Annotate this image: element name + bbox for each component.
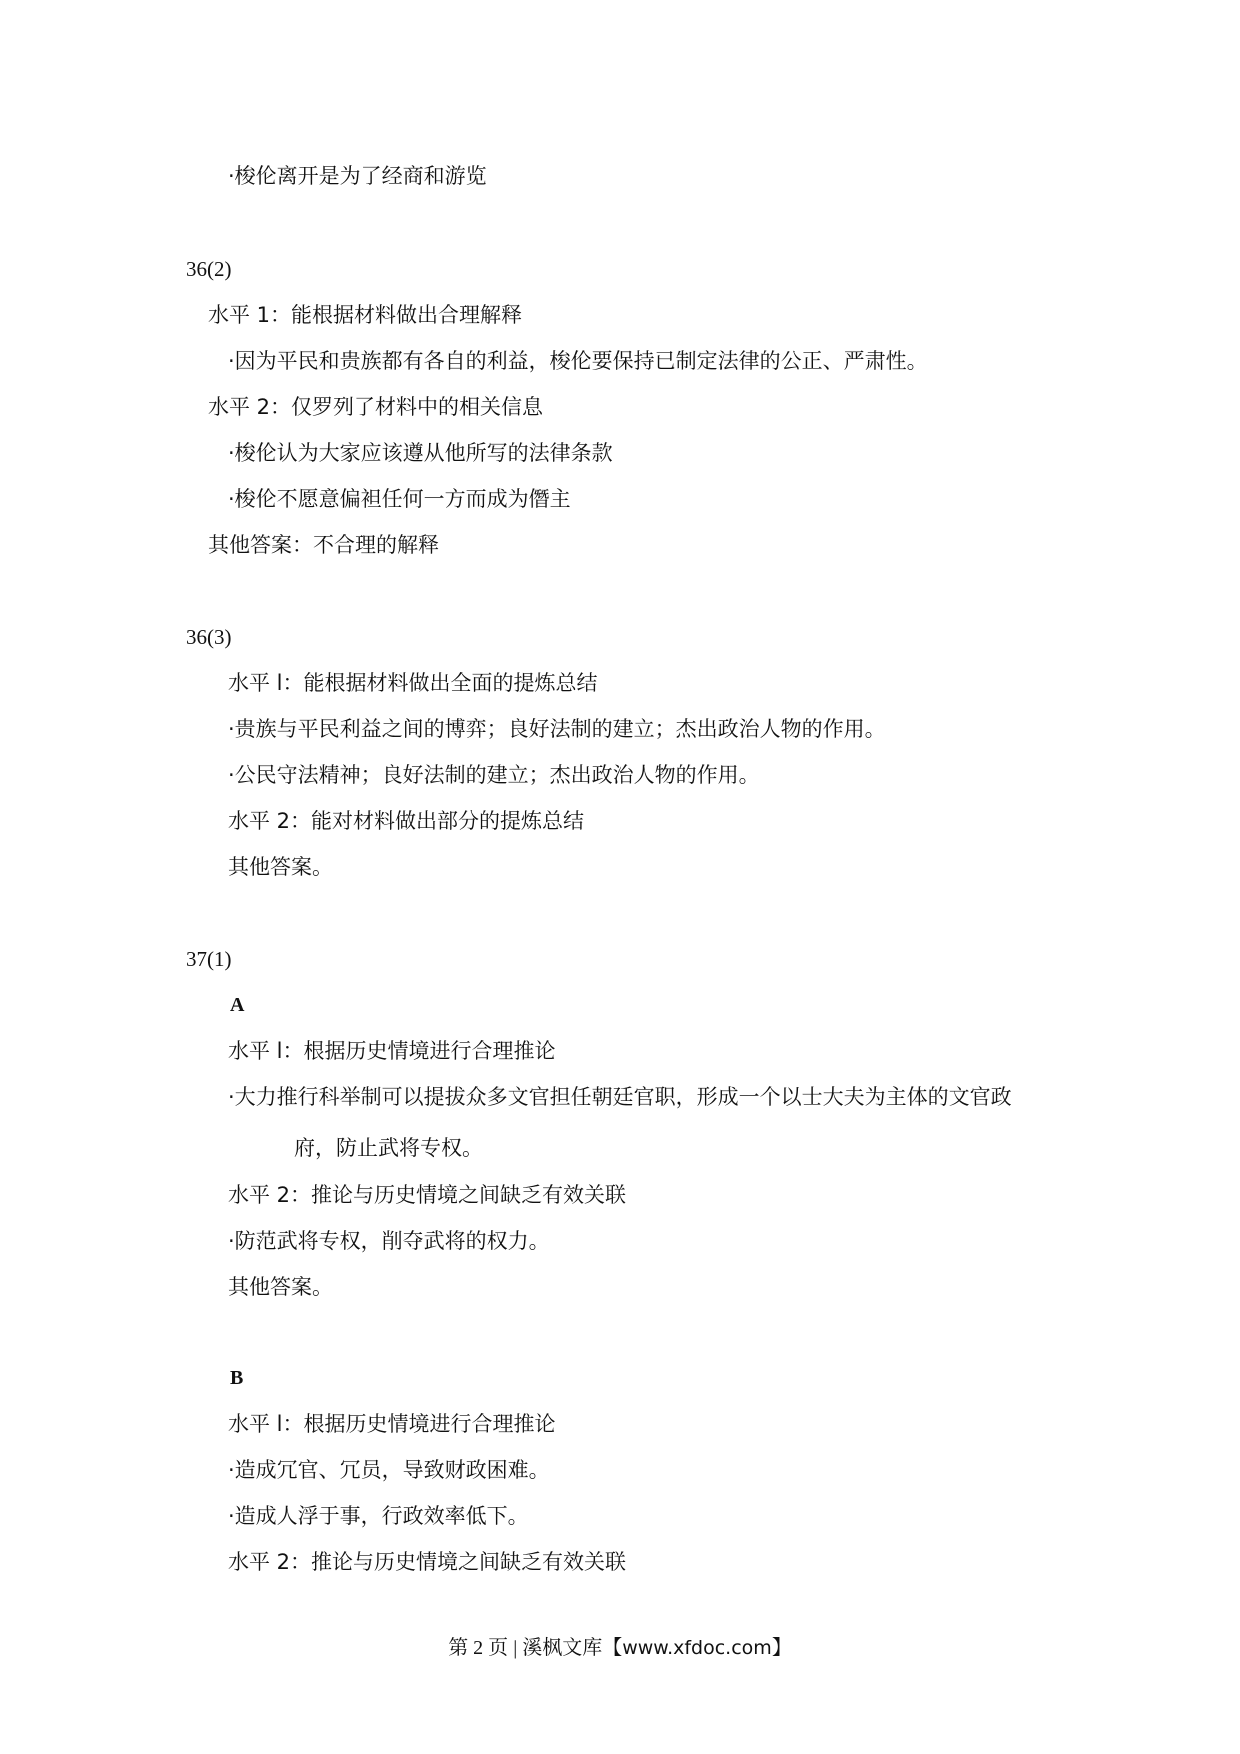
page-footer bbox=[0, 1633, 1240, 1663]
q36-2-level2: 水平 2：仅罗列了材料中的相关信息 bbox=[208, 395, 544, 419]
q36-3-level2: 水平 2：能对材料做出部分的提炼总结 bbox=[228, 809, 585, 833]
bracket-close: 】 bbox=[771, 1637, 792, 1659]
q36-3-level1: 水平 l：能根据材料做出全面的提炼总结 bbox=[228, 671, 598, 695]
q37-1-b-level1-item: ·造成人浮于事，行政效率低下。 bbox=[228, 1504, 529, 1528]
q37-1-a-level1-item: ·大力推行科举制可以提拔众多文官担任朝廷官职，形成一个以士大夫为主体的文官政 bbox=[228, 1085, 1012, 1109]
q37-1-a-level1-item-cont: 府，防止武将专权。 bbox=[294, 1136, 483, 1160]
q37-1-b-level1-item: ·造成冗官、冗员，导致财政困难。 bbox=[228, 1458, 550, 1482]
q37-1-a-level2: 水平 2：推论与历史情境之间缺乏有效关联 bbox=[228, 1183, 627, 1207]
q37-1-b-level2: 水平 2：推论与历史情境之间缺乏有效关联 bbox=[228, 1550, 627, 1574]
footer-separator: | bbox=[513, 1637, 518, 1659]
q37-1-a-level2-item: ·防范武将专权，削夺武将的权力。 bbox=[228, 1229, 550, 1253]
q36-3-other: 其他答案。 bbox=[228, 855, 333, 879]
q37-1-a-level1: 水平 l：根据历史情境进行合理推论 bbox=[228, 1039, 556, 1063]
q37-1-a-label: A bbox=[230, 994, 245, 1016]
site-url: www.xfdoc.com bbox=[622, 1637, 772, 1659]
q36-2-level2-item: ·梭伦不愿意偏袒任何一方而成为僭主 bbox=[228, 487, 571, 511]
q37-1-b-level1: 水平 l：根据历史情境进行合理推论 bbox=[228, 1412, 556, 1436]
page-number: 第 2 页 bbox=[448, 1637, 509, 1659]
q36-2-other: 其他答案：不合理的解释 bbox=[208, 533, 439, 557]
q36-3-level1-item: ·贵族与平民利益之间的博弈；良好法制的建立；杰出政治人物的作用。 bbox=[228, 717, 886, 741]
q37-1-a-other: 其他答案。 bbox=[228, 1275, 333, 1299]
q37-1-heading: 37(1) bbox=[186, 947, 232, 971]
q37-1-b-label: B bbox=[230, 1367, 244, 1389]
q36-2-level2-item: ·梭伦认为大家应该遵从他所写的法律条款 bbox=[228, 441, 613, 465]
q36-2-level1: 水平 1：能根据材料做出合理解释 bbox=[208, 303, 523, 327]
q36-1-item: ·梭伦离开是为了经商和游览 bbox=[228, 164, 487, 188]
site-name: 溪枫文库 bbox=[522, 1637, 603, 1659]
q36-2-level1-item: ·因为平民和贵族都有各自的利益，梭伦要保持已制定法律的公正、严肃性。 bbox=[228, 349, 928, 373]
bracket-open: 【 bbox=[602, 1637, 623, 1659]
q36-3-level1-item: ·公民守法精神；良好法制的建立；杰出政治人物的作用。 bbox=[228, 763, 760, 787]
q36-2-heading: 36(2) bbox=[186, 257, 232, 281]
q36-3-heading: 36(3) bbox=[186, 625, 232, 649]
